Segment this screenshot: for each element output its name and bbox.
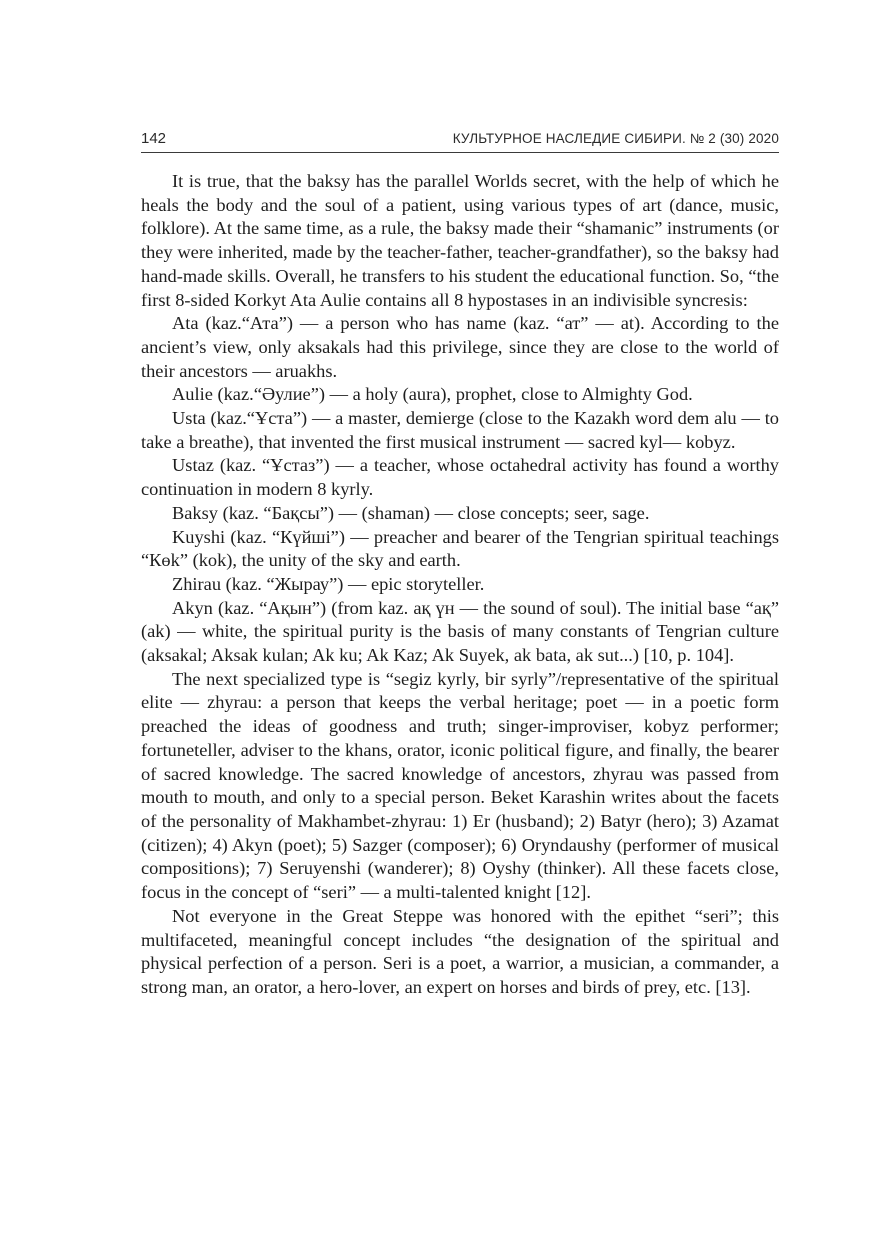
paragraph-ata: Ata (kaz.“Ата”) — a person who has name (kaz. “ат” — at). According to the ancient’s view, only aksakals had this privilege, since they are close to the world of their ancestors — aruakhs. <box>141 313 779 381</box>
article-body <box>141 170 779 1000</box>
paragraph-ustaz: Ustaz (kaz. “Ұстаз”) — a teacher, whose octahedral activity has found a worthy continuation in modern 8 kyrly. <box>141 455 779 500</box>
paragraph-baksy-secret: It is true, that the baksy has the parallel Worlds secret, with the help of which he heals the body and the soul of a patient, using various types of art (dance, music, folklore). At the same time, as a rule, the baksy made their “shamanic” instruments (or they were inherited, made by the teacher-father, teacher-grandfather), so the baksy had hand-made skills. Overall, he transfers to his student the educational function. So, “the first 8-sided Korkyt Ata Aulie contains all 8 hypostases in an indivisible syncresis: <box>141 171 779 310</box>
paragraph-usta: Usta (kaz.“Ұста”) — a master, demierge (close to the Kazakh word dem alu — to take a breathe), that invented the first musical instrument — sacred kyl— kobyz. <box>141 408 779 452</box>
paragraph-baksy: Baksy (kaz. “Бақсы”) — (shaman) — close concepts; seer, sage. <box>172 502 650 523</box>
running-header <box>141 128 779 153</box>
paragraph-zhyrau-type: The next specialized type is “segiz kyrly, bir syrly”/representative of the spiritual elite — zhyrau: a person that keeps the verbal heritage; poet — in a poetic form preached the ideas of goodness and truth; singer-improviser, kobyz performer; fortuneteller, adviser to the khans, orator, iconic political figure, and finally, the bearer of sacred knowledge. The sacred knowledge of ancestors, zhyrau was passed from mouth to mouth, and only to a special person. Beket Karashin writes about the facets of the personality of Makhambet-zhyrau: 1) Er (husband); 2) Batyr (hero); 3) Azamat (citizen); 4) Akyn (poet); 5) Sazger (composer); 6) Oryndaushy (performer of musical compositions); 7) Seruyenshi (wanderer); 8) Oyshy (thinker). All these facets close, focus in the concept of “seri” — a multi-talented knight [12]. <box>141 668 779 903</box>
paragraph-aulie: Aulie (kaz.“Әулие”) — a holy (aura), prophet, close to Almighty God. <box>172 384 693 405</box>
paragraph-kuyshi: Kuyshi (kaz. “Күйші”) — preacher and bearer of the Tengrian spiritual teachings “Көk” (kok), the unity of the sky and earth. <box>141 526 779 571</box>
page-number: 142 <box>141 130 167 147</box>
paragraph-akyn: Akyn (kaz. “Ақын”) (from kaz. ақ үн — the sound of soul). The initial base “ақ” (ak) — white, the spiritual purity is the basis of many constants of Tengrian culture (aksakal; Aksak kulan; Ak ku; Ak Kaz; Ak Suyek, ak bata, ak sut...) [10, p. 104]. <box>141 597 779 666</box>
paragraph-seri: Not everyone in the Great Steppe was honored with the epithet “seri”; this multifaceted, meaningful concept includes “the designation of the spiritual and physical perfection of a person. Seri is a poet, a warrior, a musician, a commander, a strong man, an orator, a hero-lover, an expert on horses and birds of prey, etc. [13]. <box>141 905 779 997</box>
journal-title: КУЛЬТУРНОЕ НАСЛЕДИЕ СИБИРИ. № 2 (30) 2020 <box>452 131 779 146</box>
paragraph-zhirau: Zhirau (kaz. “Жырау”) — epic storyteller. <box>172 573 485 594</box>
